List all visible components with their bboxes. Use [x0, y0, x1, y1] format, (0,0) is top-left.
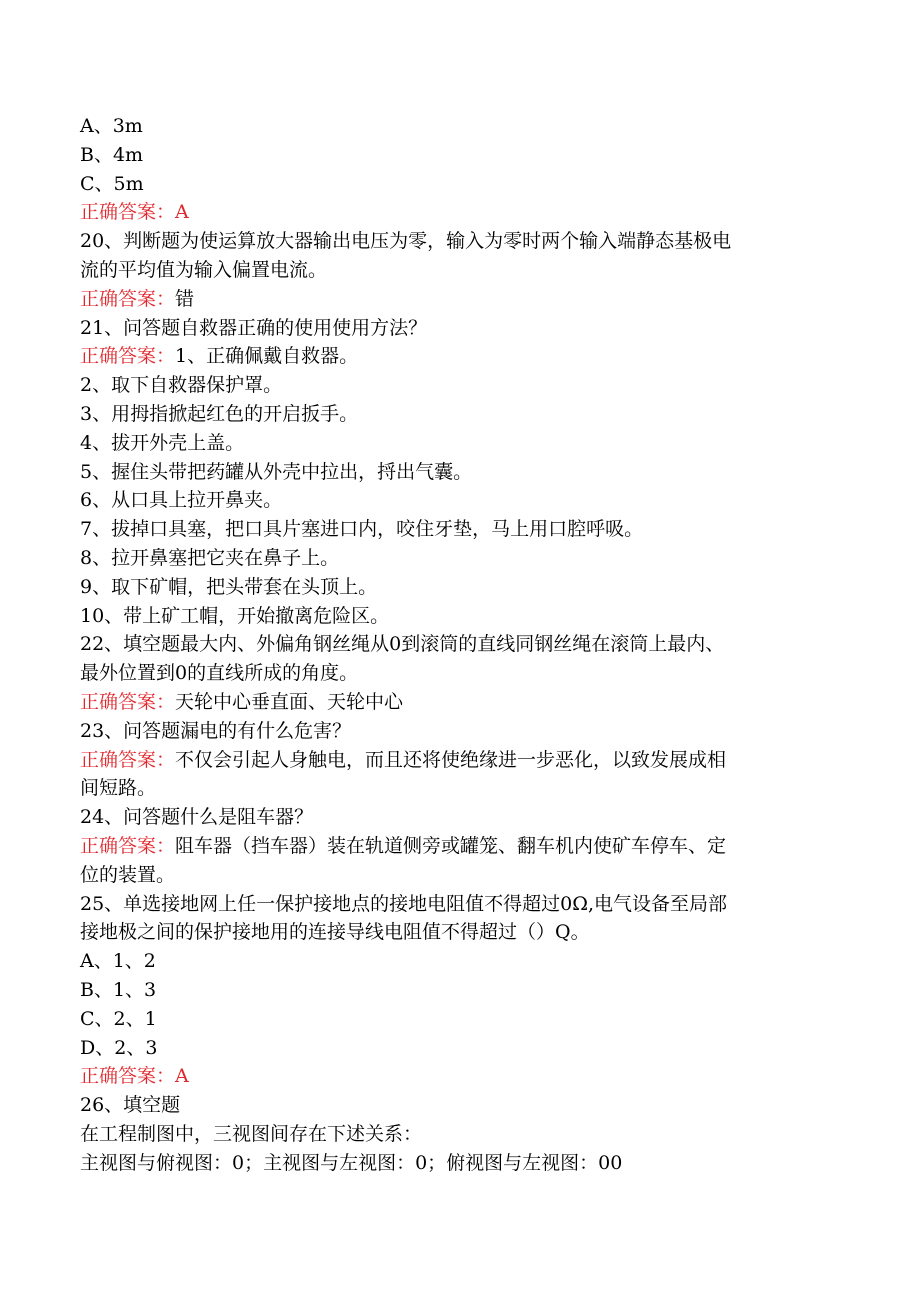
q22-question-line1: 22、填空题最大内、外偏角钢丝绳从0到滚筒的直线同钢丝绳在滚筒上最内、	[80, 633, 725, 656]
answer-label: 正确答案：	[80, 1065, 176, 1088]
q25-question-line2: 接地极之间的保护接地用的连接导线电阻值不得超过（）Q。	[80, 921, 590, 944]
q21-step: 5、握住头带把药罐从外壳中拉出，捋出气囊。	[80, 460, 473, 483]
answer-label: 正确答案：	[80, 834, 176, 857]
q21-step: 6、从口具上拉开鼻夹。	[80, 489, 283, 512]
answer-label: 正确答案：	[80, 287, 176, 310]
q26-line1: 在工程制图中，三视图间存在下述关系：	[80, 1122, 423, 1145]
q23-answer-value: 不仅会引起人身触电，而且还将使绝缘进一步恶化，以致发展成相	[175, 748, 727, 771]
q24-answer-cont: 位的装置。	[80, 863, 176, 886]
q23-question: 23、问答题漏电的有什么危害？	[80, 719, 352, 742]
q25-question-line1: 25、单选接地网上任一保护接地点的接地电阻值不得超过0Ω,电气设备至局部	[80, 892, 728, 915]
q24-answer	[80, 832, 825, 861]
q20-answer	[80, 285, 825, 314]
q22-question-line2: 最外位置到0的直线所成的角度。	[80, 662, 359, 685]
q21-answer	[80, 342, 825, 371]
q25-answer-value: A	[175, 1065, 189, 1088]
q21-step: 9、取下矿帽，把头带套在头顶上。	[80, 575, 378, 598]
q21-question: 21、问答题自救器正确的使用使用方法？	[80, 316, 428, 339]
q23-answer-cont: 间短路。	[80, 777, 157, 800]
q25-option-d: D、2、3	[80, 1036, 158, 1059]
q25-option-a: A、1、2	[80, 950, 156, 973]
q21-step: 3、用拇指掀起红色的开启扳手。	[80, 402, 359, 425]
q25-option-b: B、1、3	[80, 978, 157, 1001]
document-page	[80, 112, 825, 1177]
q23-answer	[80, 746, 825, 775]
q24-question: 24、问答题什么是阻车器？	[80, 806, 314, 829]
q21-step: 8、拉开鼻塞把它夹在鼻子上。	[80, 546, 340, 569]
q21-step: 4、拔开外壳上盖。	[80, 431, 245, 454]
q19-answer-value: A	[175, 201, 189, 224]
q21-step: 2、取下自救器保护罩。	[80, 374, 283, 397]
q26-title: 26、填空题	[80, 1094, 181, 1117]
q21-answer-first: 1、正确佩戴自救器。	[175, 345, 359, 368]
q21-step: 7、拔掉口具塞，把口具片塞进口内，咬住牙垫，马上用口腔呼吸。	[80, 518, 644, 541]
q26-line2: 主视图与俯视图：0；主视图与左视图：0；俯视图与左视图：00	[80, 1151, 623, 1174]
q21-step: 10、带上矿工帽，开始撤离危险区。	[80, 604, 390, 627]
q19-option-a: A、3m	[80, 115, 143, 137]
q20-answer-value: 错	[175, 287, 195, 310]
q19-option-c: C、5m	[80, 172, 144, 195]
answer-label: 正确答案：	[80, 748, 176, 771]
answer-label: 正确答案：	[80, 690, 176, 713]
q22-answer	[80, 688, 825, 717]
q25-answer	[80, 1062, 825, 1091]
q22-answer-value: 天轮中心垂直面、天轮中心	[175, 690, 404, 713]
answer-label: 正确答案：	[80, 345, 176, 368]
q20-question-line1: 20、判断题为使运算放大器输出电压为零，输入为零时两个输入端静态基极电	[80, 230, 732, 253]
q20-question-line2: 流的平均值为输入偏置电流。	[80, 258, 328, 281]
q24-answer-value: 阻车器（挡车器）装在轨道侧旁或罐笼、翻车机内使矿车停车、定	[175, 834, 727, 857]
q25-option-c: C、2、1	[80, 1007, 157, 1030]
q19-answer	[80, 198, 825, 227]
q19-option-b: B、4m	[80, 143, 144, 166]
answer-label: 正确答案：	[80, 201, 176, 224]
